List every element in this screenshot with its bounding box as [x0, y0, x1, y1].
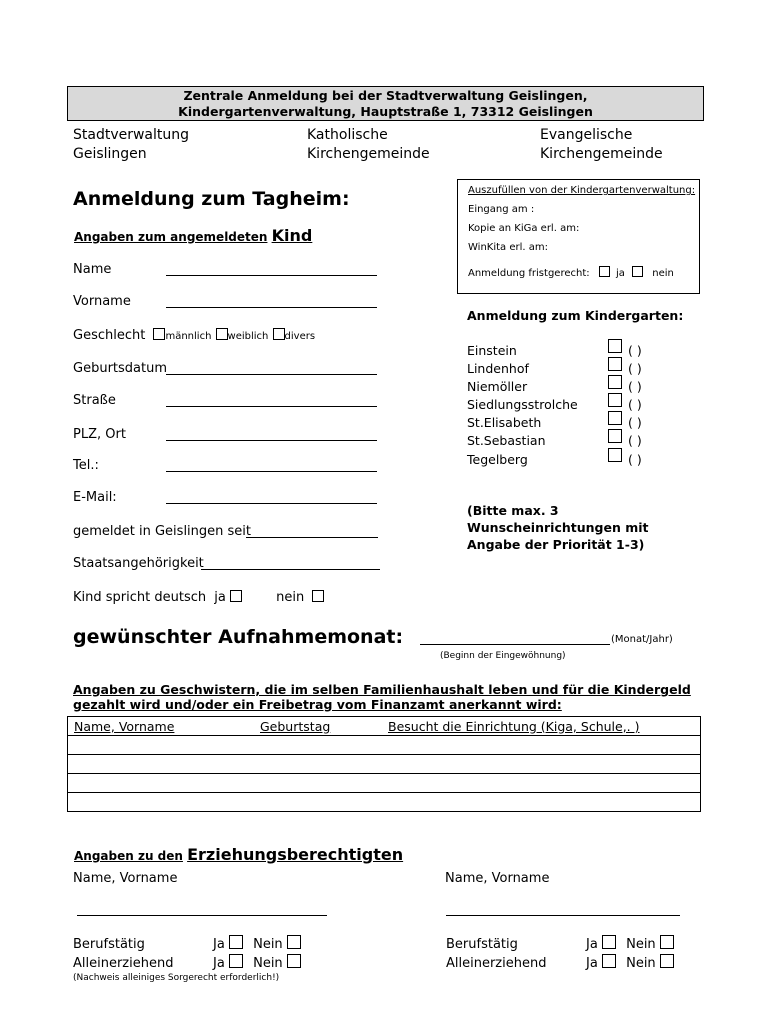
- org-ev-line1: Evangelische: [540, 127, 633, 143]
- siblings-heading-1: Angaben zu Geschwistern, die im selben Familienhaushalt leben und für die Kindergeld: [73, 682, 691, 697]
- geschlecht-label: Geschlecht: [73, 328, 146, 343]
- table-header-cell: [68, 717, 701, 736]
- weiblich-label: weiblich: [227, 331, 269, 342]
- guardians-prefix: Angaben zu den: [74, 849, 183, 863]
- frist-ja-label: ja: [616, 268, 625, 279]
- child-section-word: Kind: [271, 226, 313, 245]
- geschlecht-row: [73, 328, 315, 343]
- kg-tegelberg-checkbox[interactable]: [608, 448, 622, 462]
- geburtsdatum-label: Geburtsdatum: [73, 361, 167, 376]
- child-section-prefix: Angaben zum angemeldeten: [74, 230, 268, 244]
- g2-beruf-nein-checkbox[interactable]: [660, 935, 674, 949]
- geburtsdatum-field[interactable]: [166, 362, 377, 375]
- header-line-1: Zentrale Anmeldung bei der Stadtverwaltung Geislingen,: [183, 88, 588, 103]
- kg-priority[interactable]: ( ): [628, 379, 642, 394]
- aufnahmemonat-label: gewünschter Aufnahmemonat:: [73, 626, 404, 648]
- aufnahmemonat-hint: (Beginn der Eingewöhnung): [440, 651, 566, 661]
- kg-priority[interactable]: ( ): [628, 433, 642, 448]
- kindergarten-title: Anmeldung zum Kindergarten:: [467, 308, 684, 323]
- org-katholisch: [307, 126, 430, 164]
- gemeldet-label: gemeldet in Geislingen seit: [73, 524, 252, 539]
- kg-st-sebastian-checkbox[interactable]: [608, 429, 622, 443]
- frist-ja-checkbox[interactable]: [599, 266, 610, 277]
- plz-field[interactable]: [166, 428, 377, 441]
- deutsch-ja-checkbox[interactable]: [230, 590, 242, 602]
- aufnahmemonat-field[interactable]: [420, 632, 610, 645]
- header-line-2: Kindergartenverwaltung, Hauptstraße 1, 73312 Geislingen: [178, 104, 593, 119]
- kg-note-1: (Bitte max. 3: [467, 503, 559, 518]
- g2-allein-nein-label: Nein: [626, 956, 656, 971]
- kg-priority[interactable]: ( ): [628, 343, 642, 358]
- kg-priority[interactable]: ( ): [628, 361, 642, 376]
- admin-eingang: Eingang am :: [468, 204, 535, 215]
- strasse-label: Straße: [73, 393, 116, 408]
- deutsch-nein-label: nein: [276, 590, 305, 605]
- aufnahmemonat-suffix: (Monat/Jahr): [611, 634, 673, 645]
- table-row[interactable]: [68, 755, 701, 774]
- g1-beruf-nein-label: Nein: [253, 937, 283, 952]
- g1-allein-nein-label: Nein: [253, 956, 283, 971]
- kg-siedlungsstrolche: Siedlungsstrolche: [467, 397, 578, 412]
- kg-note-2: Wunscheinrichtungen mit: [467, 520, 649, 535]
- kg-st-elisabeth-checkbox[interactable]: [608, 411, 622, 425]
- g1-allein-options: [213, 954, 301, 971]
- g2-berufstaetig-label: Berufstätig: [446, 937, 518, 952]
- admin-title: Auszufüllen von der Kindergartenverwaltung:: [468, 185, 696, 196]
- g1-allein-nein-checkbox[interactable]: [287, 954, 301, 968]
- col-einrichtung: Besucht die Einrichtung (Kiga, Schule,. ): [388, 718, 640, 734]
- kg-einstein: Einstein: [467, 343, 517, 358]
- guardian2-name-field[interactable]: [446, 903, 680, 916]
- g2-allein-options: [586, 954, 674, 971]
- page-title: Anmeldung zum Tagheim:: [73, 188, 350, 210]
- email-field[interactable]: [166, 491, 377, 504]
- table-row[interactable]: [68, 774, 701, 793]
- g1-allein-label: Alleinerziehend: [73, 956, 174, 971]
- admin-box: [457, 179, 700, 294]
- siblings-heading-2: gezahlt wird und/oder ein Freibetrag vom Finanzamt anerkannt wird:: [73, 697, 562, 712]
- kg-tegelberg: Tegelberg: [467, 452, 528, 467]
- kg-priority[interactable]: ( ): [628, 415, 642, 430]
- kg-einstein-checkbox[interactable]: [608, 339, 622, 353]
- org-stadt-line1: Stadtverwaltung: [73, 127, 190, 143]
- name-field[interactable]: [166, 263, 377, 276]
- kg-note-3: Angabe der Priorität 1-3): [467, 537, 645, 552]
- col-geburtstag: Geburtstag: [260, 718, 331, 734]
- child-section-heading: [74, 226, 312, 245]
- g2-beruf-nein-label: Nein: [626, 937, 656, 952]
- kg-lindenhof: Lindenhof: [467, 361, 529, 376]
- kg-siedlungsstrolche-checkbox[interactable]: [608, 393, 622, 407]
- frist-nein-checkbox[interactable]: [632, 266, 643, 277]
- table-row[interactable]: [68, 736, 701, 755]
- org-kath-line1: Katholische: [307, 127, 388, 143]
- strasse-field[interactable]: [166, 394, 377, 407]
- kg-priority[interactable]: ( ): [628, 397, 642, 412]
- plz-label: PLZ, Ort: [73, 427, 126, 442]
- org-stadt: [73, 126, 189, 164]
- g1-beruf-ja-label: Ja: [213, 937, 225, 952]
- deutsch-nein-checkbox[interactable]: [312, 590, 324, 602]
- guardians-word: Erziehungsberechtigten: [187, 845, 404, 864]
- g2-berufstaetig-options: [586, 935, 674, 952]
- g1-berufstaetig-label: Berufstätig: [73, 937, 145, 952]
- g2-allein-ja-checkbox[interactable]: [602, 954, 616, 968]
- maennlich-label: männlich: [165, 331, 212, 342]
- kg-priority[interactable]: ( ): [628, 452, 642, 467]
- guardian1-name-field[interactable]: [77, 903, 327, 916]
- guardians-heading: [74, 845, 403, 864]
- org-ev-line2: Kirchengemeinde: [540, 146, 663, 162]
- admin-winkita: WinKita erl. am:: [468, 242, 548, 253]
- g1-allein-ja-label: Ja: [213, 956, 225, 971]
- name-label: Name: [73, 262, 112, 277]
- deutsch-label: Kind spricht deutsch: [73, 590, 207, 605]
- kg-lindenhof-checkbox[interactable]: [608, 357, 622, 371]
- deutsch-ja-label: ja: [214, 590, 226, 605]
- gemeldet-field[interactable]: [246, 525, 378, 538]
- staat-field[interactable]: [201, 557, 380, 570]
- siblings-table: [67, 716, 701, 812]
- g2-beruf-ja-checkbox[interactable]: [602, 935, 616, 949]
- org-evangelisch: [540, 126, 663, 164]
- sorgerecht-note: (Nachweis alleiniges Sorgerecht erforderlich!): [73, 973, 280, 983]
- guardian1-name-label: Name, Vorname: [73, 871, 178, 886]
- kindergarten-note: [467, 502, 649, 553]
- tel-field[interactable]: [166, 459, 377, 472]
- vorname-field[interactable]: [166, 295, 377, 308]
- admin-frist-label: Anmeldung fristgerecht:: [468, 268, 590, 279]
- g1-allein-ja-checkbox[interactable]: [229, 954, 243, 968]
- org-kath-line2: Kirchengemeinde: [307, 146, 430, 162]
- kg-niemoeller-checkbox[interactable]: [608, 375, 622, 389]
- admin-frist-row: [468, 266, 674, 279]
- maennlich-checkbox[interactable]: [153, 328, 165, 340]
- g1-beruf-nein-checkbox[interactable]: [287, 935, 301, 949]
- staat-label: Staatsangehörigkeit: [73, 556, 204, 571]
- col-name: Name, Vorname: [74, 718, 175, 734]
- kg-niemoeller: Niemöller: [467, 379, 528, 394]
- email-label: E-Mail:: [73, 490, 117, 505]
- header-box: [67, 86, 704, 121]
- kg-st-sebastian: St.Sebastian: [467, 433, 546, 448]
- org-stadt-line2: Geislingen: [73, 146, 147, 162]
- kg-st-elisabeth: St.Elisabeth: [467, 415, 542, 430]
- table-row[interactable]: [68, 793, 701, 812]
- tel-label: Tel.:: [73, 458, 99, 473]
- g1-berufstaetig-options: [213, 935, 301, 952]
- frist-nein-label: nein: [652, 268, 674, 279]
- g2-allein-ja-label: Ja: [586, 956, 598, 971]
- g2-allein-nein-checkbox[interactable]: [660, 954, 674, 968]
- admin-kopie: Kopie an KiGa erl. am:: [468, 223, 580, 234]
- vorname-label: Vorname: [73, 294, 131, 309]
- g2-beruf-ja-label: Ja: [586, 937, 598, 952]
- guardian2-name-label: Name, Vorname: [445, 871, 550, 886]
- g1-beruf-ja-checkbox[interactable]: [229, 935, 243, 949]
- siblings-heading: [73, 682, 691, 712]
- g2-allein-label: Alleinerziehend: [446, 956, 547, 971]
- table-header-row: [68, 717, 701, 736]
- divers-checkbox[interactable]: [273, 328, 285, 340]
- weiblich-checkbox[interactable]: [216, 328, 228, 340]
- divers-label: divers: [284, 331, 316, 342]
- deutsch-row: [73, 590, 324, 605]
